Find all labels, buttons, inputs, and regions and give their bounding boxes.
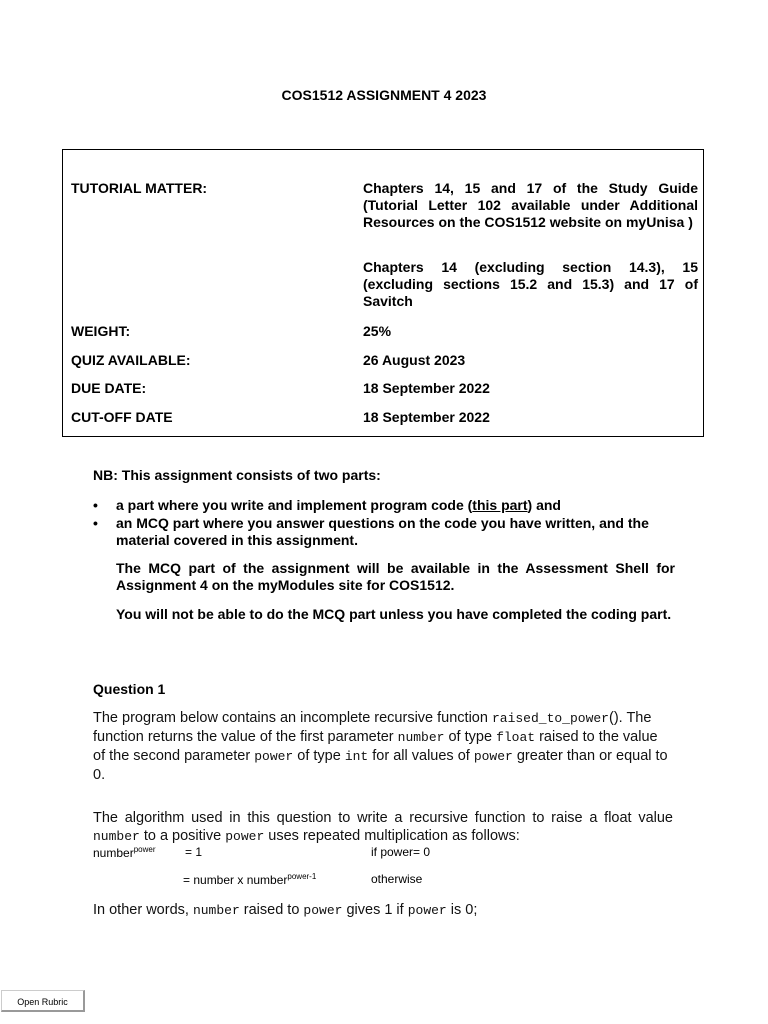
quiz-value: 26 August 2023 — [363, 352, 466, 368]
document-title: COS1512 ASSIGNMENT 4 2023 — [281, 87, 487, 103]
info-box — [62, 149, 704, 437]
code-identifier: number — [93, 829, 140, 844]
text-run: In other words, — [93, 902, 193, 918]
code-identifier: raised_to_power — [491, 711, 609, 726]
due-date-value: 18 September 2022 — [363, 380, 490, 396]
bullet-icon: • — [93, 497, 98, 513]
code-identifier: power — [473, 749, 513, 764]
text-run: for all values of — [368, 748, 474, 764]
text-run: raised to the value of the second parameter — [93, 729, 658, 764]
question-paragraph-1 — [93, 709, 673, 784]
text-run: The program below contains an incomplete recursive function — [93, 710, 492, 726]
weight-label: WEIGHT: — [71, 323, 131, 339]
formula-condition-2: otherwise — [371, 872, 423, 886]
bullet-item-2 — [93, 515, 675, 549]
code-identifier: power — [407, 903, 447, 918]
text-run: uses repeated multiplication as follows: — [264, 828, 520, 844]
due-date-label: DUE DATE: — [71, 380, 147, 396]
nb-heading: NB: This assignment consists of two parts: — [93, 467, 381, 483]
formula-case-2 — [183, 872, 316, 887]
cutoff-date-value: 18 September 2022 — [363, 409, 490, 425]
tutorial-matter-value-2: Chapters 14 (excluding section 14.3), 15 (excluding sections 15.2 and 15.3) and 17 of Savitch — [363, 259, 698, 309]
formula-base — [93, 845, 155, 860]
this-part-link[interactable]: this part — [472, 497, 528, 513]
bullet-2-text: an MCQ part where you answer questions on the code you have written, and the material covered in this assignment. — [116, 515, 649, 548]
weight-value: 25% — [363, 323, 392, 339]
tutorial-matter-value-1: Chapters 14, 15 and 17 of the Study Guide (Tutorial Letter 102 available under Additional Resources on the COS1512 website on myUnisa ) — [363, 180, 698, 230]
quiz-label: QUIZ AVAILABLE: — [71, 352, 191, 368]
mcq-requirement-paragraph: You will not be able to do the MCQ part unless you have completed the coding part. — [116, 606, 672, 622]
text-run: to a positive — [139, 828, 226, 844]
open-rubric-button[interactable]: Open Rubric — [1, 990, 85, 1012]
text-run: is 0; — [446, 902, 478, 918]
bullet-1-text-end: ) and — [527, 497, 561, 513]
text-run: The algorithm used in this question to write a recursive function to raise a float value — [93, 810, 673, 826]
formula-case-1: = 1 — [185, 845, 203, 859]
code-identifier: power — [225, 829, 265, 844]
formula-base-text: number — [93, 846, 134, 860]
formula-exponent: power — [133, 845, 156, 854]
text-run: of type — [293, 748, 345, 764]
code-identifier: power — [254, 749, 294, 764]
text-run: (). The function returns the value of the first parameter — [93, 710, 652, 745]
code-identifier: number — [192, 903, 240, 918]
text-run: of type — [444, 729, 497, 745]
mcq-info-paragraph: The MCQ part of the assignment will be available in the Assessment Shell for Assignment 4 on the myModules site for COS1512. — [116, 560, 675, 593]
code-identifier: float — [496, 730, 536, 745]
bullet-1-text: a part where you write and implement program code ( — [116, 497, 473, 513]
text-run: gives 1 if — [342, 902, 408, 918]
code-identifier: number — [397, 730, 445, 745]
question-heading: Question 1 — [93, 681, 166, 697]
question-paragraph-3 — [93, 901, 673, 920]
bullet-icon: • — [93, 515, 98, 531]
formula-case-2-text: = number x number — [183, 873, 288, 887]
question-paragraph-2 — [93, 809, 673, 846]
cutoff-date-label: CUT-OFF DATE — [71, 409, 173, 425]
text-run: raised to — [239, 902, 304, 918]
text-run: greater than or equal to 0. — [93, 748, 668, 783]
bullet-item-1 — [93, 497, 561, 514]
formula-exponent-2: power-1 — [287, 872, 317, 881]
formula-condition-1: if power= 0 — [371, 845, 431, 859]
code-identifier: power — [303, 903, 343, 918]
code-identifier: int — [344, 749, 369, 764]
tutorial-matter-label: TUTORIAL MATTER: — [71, 180, 208, 196]
